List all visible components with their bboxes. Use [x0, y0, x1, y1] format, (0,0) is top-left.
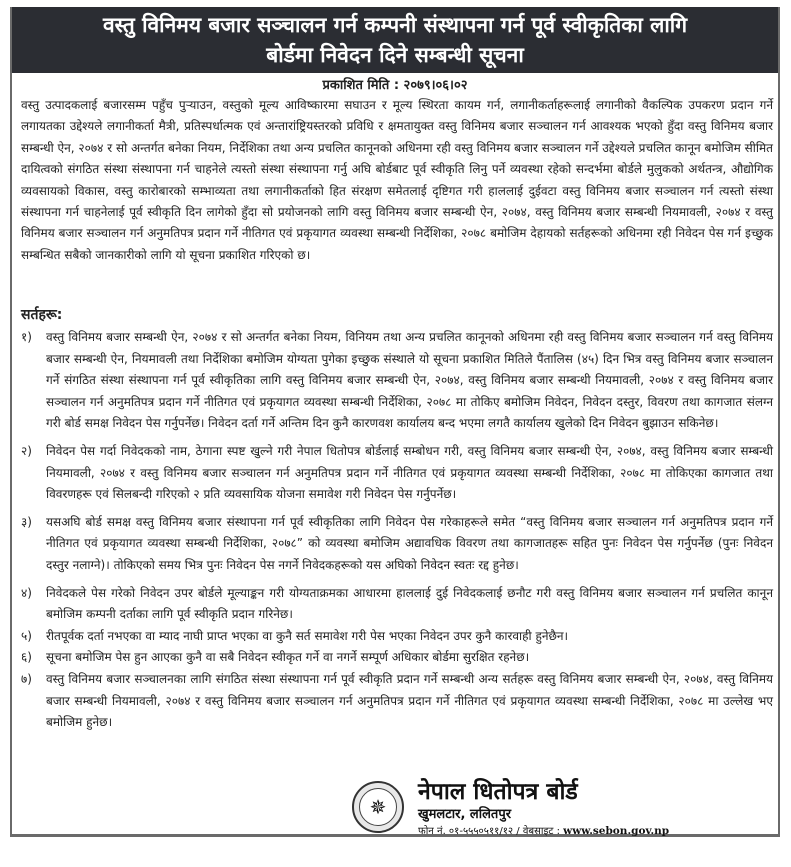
term-item: [21, 669, 773, 734]
notice-title-banner: [12, 7, 778, 73]
website-link[interactable]: www.sebon.gov.np: [563, 825, 670, 837]
terms-heading: सर्तहरू:: [21, 307, 63, 323]
term-number: ६): [21, 650, 32, 665]
term-number: १): [21, 330, 32, 344]
notice-title-line-2: बोर्डमा निवेदन दिने सम्बन्धी सूचना: [266, 43, 524, 67]
organization-contact: [418, 824, 669, 839]
term-number: ४): [21, 585, 32, 600]
term-item: [21, 441, 773, 506]
term-text: वस्तु विनिमय बजार सम्बन्धी ऐन, २०७४ र सो अन्तर्गत बनेका नियम, विनियम तथा अन्य प्रचलित कानूनको अधिनमा रही वस्तु विनिमय बजार सञ्चालन गर्न वस्तु विनिमय बजार सम्बन्धी ऐन, नियमावली तथा निर्देशिका बमोजिम योग्यता पुगेका इच्छुक संस्थाले यो सूचना प्रकाशित मितिले पैंतालिस (४५) दिन भित्र वस्तु विनिमय बजार सञ्चालन गर्ने संगठित संस्था संस्थापना गर्न पूर्व स्वीकृतिका लागि वस्तु विनिमय बजार सम्बन्धी ऐन, २०७४, वस्तु विनिमय बजार सम्बन्धी नियमावली, २०७४ र वस्तु विनिमय बजार सञ्चालन गर्न अनुमतिपत्र प्रदान गर्ने नीतिगत एवं प्रकृयागत व्यवस्था सम्बन्धी निर्देशिका, २०७८ मा तोकिए बमोजिम निवेदन, निवेदन दस्तुर, विवरण तथा कागजात संलग्न गरी बोर्ड समक्ष निवेदन पेस गर्नुपर्नेछ। निवेदन दर्ता गर्ने अन्तिम दिन कुनै कारणवश कार्यालय बन्द भएमा लगतै कार्यालय खुलेको दिन निवेदन बुझाउन सकिनेछ।: [46, 330, 773, 431]
term-text: वस्तु विनिमय बजार सञ्चालनका लागि संगठित संस्था संस्थापना गर्न पूर्व स्वीकृति प्रदान गर्ने सम्बन्धी अन्य सर्तहरू वस्तु विनिमय बजार सम्बन्धी ऐन, २०७४, वस्तु विनिमय बजार सम्बन्धी नियमावली, २०७४ र वस्तु विनिमय बजार सञ्चालन गर्न अनुमतिपत्र प्रदान गर्ने नीतिगत एवं प्रकृयागत व्यवस्था सम्बन्धी निर्देशिका, २०७८ मा उल्लेख भए बमोजिम हुनेछ।: [46, 671, 773, 730]
notice-title-line-1: वस्तु विनिमय बजार सञ्चालन गर्न कम्पनी संस्थापना गर्न पूर्व स्वीकृतिका लागि: [102, 13, 688, 37]
sebon-seal-icon: [352, 781, 404, 833]
notice-frame: [10, 7, 780, 837]
term-item: [21, 647, 773, 669]
term-number: ५): [21, 628, 32, 643]
website-label: वेबसाइट :: [522, 826, 564, 837]
term-text: यसअघि बोर्ड समक्ष वस्तु विनिमय बजार संस्थापना गर्न पूर्व स्वीकृतिका लागि निवेदन पेस गरेकाहरूले समेत “वस्तु विनिमय बजार सञ्चालन गर्न अनुमतिपत्र प्रदान गर्ने नीतिगत एवं प्रकृयागत व्यवस्था सम्बन्धी निर्देशिका, २०७८” को व्यवस्था बमोजिम अद्यावधिक विवरण तथा कागजातहरू सहित पुनः निवेदन पेस गर्नुपर्नेछ (पुनः निवेदन दस्तुर नलाग्ने)। तोकिएको समय भित्र पुनः निवेदन पेस नगर्ने निवेदकहरूको यस अघिको निवेदन स्वतः रद्द हुनेछ।: [46, 514, 773, 572]
intro-paragraph: वस्तु उत्पादकलाई बजारसम्म पहुँच पुऱ्याउन, वस्तुको मूल्य आविष्कारमा सघाउन र मूल्य स्थिरता कायम गर्न, लगानीकर्ताहरूलाई लगानीको वैकल्पिक उपकरण प्रदान गर्ने लगायतका उद्देश्यले लगानीकर्ता मैत्री, प्रतिस्पर्धात्मक एवं अन्तारांष्ट्रियस्तरको प्रविधि र क्षमतायुक्त वस्तु विनिमय बजार सञ्चालन गर्न आवश्यक भएको हुँदा वस्तु विनिमय बजार सम्बन्धी ऐन, २०७४ र सो अन्तर्गत बनेका नियम, निर्देशिका तथा अन्य प्रचलित कानूनको अधिनमा रही वस्तु विनिमय बजार सञ्चालन गर्ने उद्देश्यले प्रचलित कानून बमोजिम सीमित दायित्वको संगठित संस्था संस्थापना गर्न चाहनेले त्यस्तो संस्था संस्थापना गर्नु अघि बोर्डबाट पूर्व स्वीकृति लिनु पर्ने व्यवस्था रहेको सन्दर्भमा बोर्डले मुलुकको अर्थतन्त्र, औद्योगिक व्यवसायको विकास, वस्तु कारोबारको सम्भाव्यता तथा लगानीकर्ताको हित संरक्षण समेतलाई दृष्टिगत गरी हाललाई दुईवटा वस्तु विनिमय बजार सञ्चालन गर्न त्यस्तो संस्था संस्थापना गर्न चाहनेलाई पूर्व स्वीकृति दिन लागेको हुँदा सो प्रयोजनको लागि वस्तु विनिमय बजार सम्बन्धी ऐन, २०७४, वस्तु विनिमय बजार सम्बन्धी नियमावली, २०७४ र वस्तु विनिमय बजार सञ्चालन गर्न अनुमतिपत्र प्रदान गर्ने नीतिगत एवं प्रकृयागत व्यवस्था सम्बन्धी निर्देशिका, २०७८ बमोजिम देहायको सर्तहरूको अधिनमा रही निवेदन पेस गर्न इच्छुक सम्बन्धित सबैको जानकारीको लागि यो सूचना प्रकाशित गरिएको छ।: [21, 98, 773, 262]
term-number: ७): [21, 671, 32, 686]
term-item: [21, 327, 773, 435]
organization-name: नेपाल धितोपत्र बोर्ड: [418, 779, 578, 805]
terms-list: [21, 327, 773, 734]
term-number: २): [21, 443, 32, 458]
term-item: [21, 583, 773, 626]
term-text: रीतपूर्वक दर्ता नभएका वा म्याद नाघी प्राप्त भएका वा कुनै सर्त समावेश गरी पेस भएका निवेदन उपर कुनै कारवाही हुनेछैन।: [46, 628, 569, 643]
published-date: प्रकाशित मिति : २०७९।०६।०२: [322, 78, 468, 93]
term-item: [21, 626, 773, 648]
contact-separator: /: [513, 826, 523, 837]
organization-address: खुमलटार, ललितपुर: [418, 807, 512, 822]
term-text: सूचना बमोजिम पेस हुन आएका कुनै वा सबै निवेदन स्वीकृत गर्ने वा नगर्ने सम्पूर्ण अधिकार बोर्डमा सुरक्षित रहनेछ।: [46, 650, 530, 665]
dharma-wheel-icon: ✵: [359, 788, 397, 826]
term-number: ३): [21, 514, 32, 529]
term-text: निवेदकले पेस गरेको निवेदन उपर बोर्डले मूल्याङ्कन गरी योग्यताक्रमका आधारमा हाललाई दुई निवेदकलाई छनौट गरी वस्तु विनिमय बजार सञ्चालन गर्न प्रचलित कानून बमोजिम कम्पनी दर्ताका लागि पूर्व स्वीकृति प्रदान गरिनेछ।: [46, 585, 773, 622]
phone-number: फोन नं. ०१-५५५०५११/१२: [418, 826, 514, 837]
term-text: निवेदन पेस गर्दा निवेदकको नाम, ठेगाना स्पष्ट खुल्ने गरी नेपाल धितोपत्र बोर्डलाई सम्बोधन गरी, वस्तु विनिमय बजार सम्बन्धी ऐन, २०७४, वस्तु विनिमय बजार सम्बन्धी नियमावली, २०७४ र वस्तु विनिमय बजार सञ्चालन गर्न अनुमतिपत्र प्रदान गर्ने नीतिगत एवं प्रकृयागत व्यवस्था सम्बन्धी निर्देशिका, २०७८ मा तोकिएका कागजात तथा विवरणहरू एवं सिलबन्दी गरिएको २ प्रति व्यवसायिक योजना समावेश गरी निवेदन पेस गर्नुपर्नेछ।: [46, 443, 773, 502]
issuer-footer: [352, 779, 778, 837]
term-item: [21, 512, 773, 577]
